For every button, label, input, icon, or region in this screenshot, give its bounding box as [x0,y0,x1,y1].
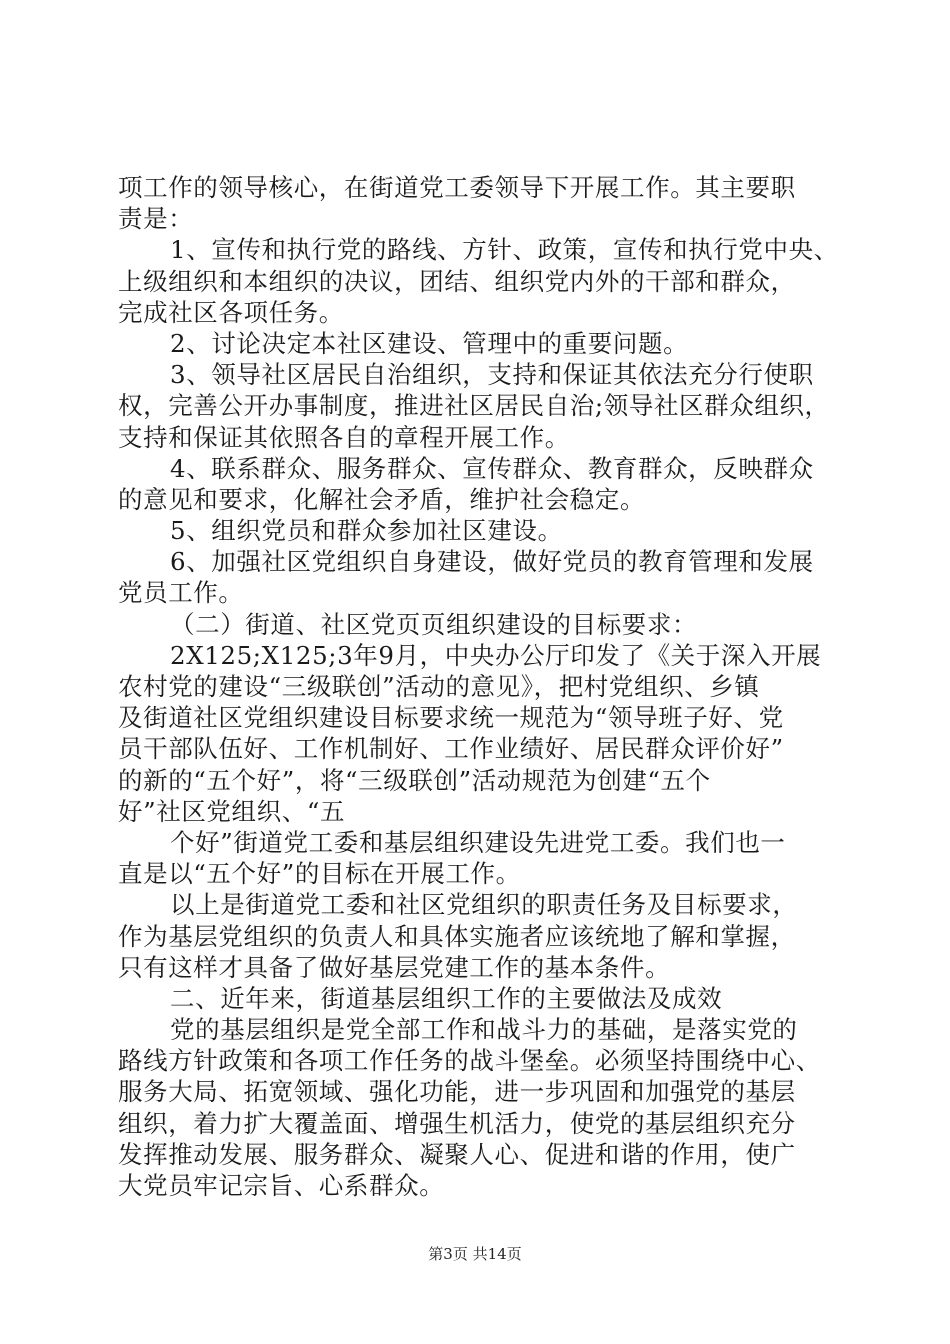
text-line: 1、宣传和执行党的路线、方针、政策，宣传和执行党中央、 [170,235,839,265]
text-line: 4、联系群众、服务群众、宣传群众、教育群众，反映群众 [170,453,814,483]
text-line: 3、领导社区居民自治组织，支持和保证其依法充分行使职 [170,360,814,390]
document-body [118,172,858,1201]
text-line: 完成社区各项任务。 [118,297,344,327]
text-line: 及街道社区党组织建设目标要求统一规范为“领导班子好、党 [118,703,784,733]
text-line: 只有这样才具备了做好基层党建工作的基本条件。 [118,952,671,982]
text-line: 党的基层组织是党全部工作和战斗力的基础，是落实党的 [170,1015,798,1045]
page-footer: 第3页 共14页 [428,1245,522,1263]
text-line: 路线方针政策和各项工作任务的战斗堡垒。必须坚持围绕中心、 [118,1046,821,1076]
text-line: 员干部队伍好、工作机制好、工作业绩好、居民群众评价好” [118,734,784,764]
text-line: 二、近年来，街道基层组织工作的主要做法及成效 [170,983,723,1013]
text-line: 权，完善公开办事制度，推进社区居民自治;领导社区群众组织， [118,391,830,421]
text-line: 支持和保证其依照各自的章程开展工作。 [118,422,570,452]
text-line: 组织，着力扩大覆盖面、增强生机活力，使党的基层组织充分 [118,1108,796,1138]
text-line: 大党员牢记宗旨、心系群众。 [118,1171,445,1200]
text-line: 2、讨论决定本社区建设、管理中的重要问题。 [170,328,689,358]
text-line: 5、组织党员和群众参加社区建设。 [170,516,563,546]
text-line: 直是以“五个好”的目标在开展工作。 [118,859,521,889]
text-line: 的新的“五个好”，将“三级联创”活动规范为创建“五个 [118,765,711,795]
text-line: 农村党的建设“三级联创”活动的意见》，把村党组织、乡镇 [118,672,760,701]
text-line: 以上是街道党工委和社区党组织的职责任务及目标要求， [170,890,798,920]
text-line: 责是： [118,204,194,234]
text-line: （二）街道、社区党页页组织建设的目标要求： [170,609,698,639]
text-line: 作为基层党组织的负责人和具体实施者应该统地了解和掌握， [118,921,796,951]
text-line: 个好”街道党工委和基层组织建设先进党工委。我们也一 [170,827,786,857]
text-line: 项工作的领导核心，在街道党工委领导下开展工作。其主要职 [118,173,796,202]
text-line: 6、加强社区党组织自身建设，做好党员的教育管理和发展 [170,547,814,577]
text-line: 上级组织和本组织的决议，团结、组织党内外的干部和群众， [118,266,796,296]
text-line: 好”社区党组织、“五 [118,796,346,826]
text-line: 2X125;X125;3年9月，中央办公厅印发了《关于深入开展 [170,640,822,670]
text-line: 发挥推动发展、服务群众、凝聚人心、促进和谐的作用，使广 [118,1139,796,1169]
text-line: 党员工作。 [118,578,244,608]
text-line: 服务大局、拓宽领域、强化功能，进一步巩固和加强党的基层 [118,1077,796,1107]
text-line: 的意见和要求，化解社会矛盾，维护社会稳定。 [118,484,646,514]
